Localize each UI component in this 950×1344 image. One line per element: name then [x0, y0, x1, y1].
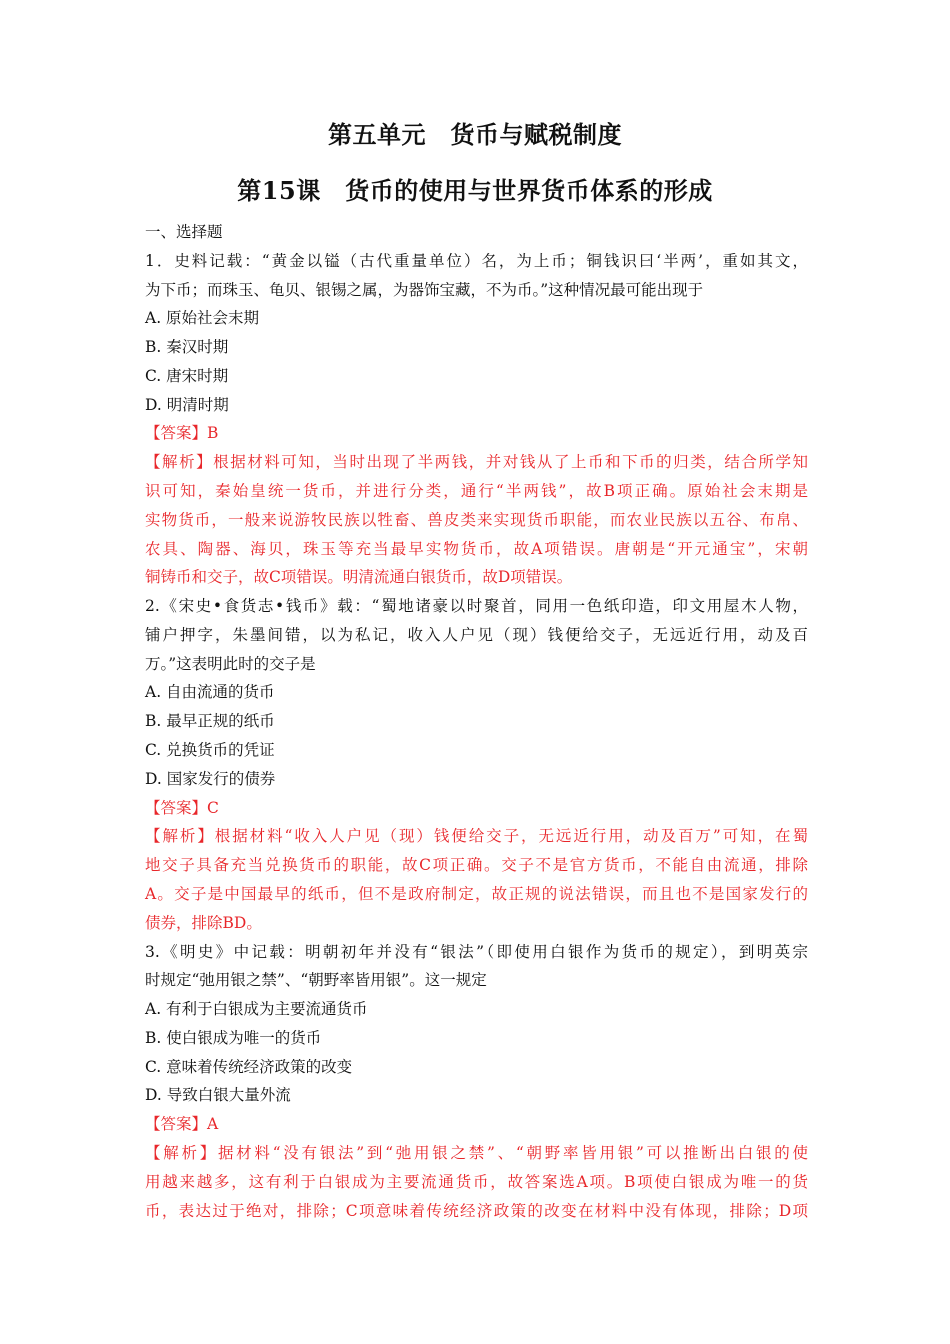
analysis-line: A。交子是中国最早的纸币，但不是政府制定，故正规的说法错误，而且也不是国家发行的	[145, 884, 808, 903]
analysis-line: 【解析】根据材料“收入人户见（现）钱便给交子，无远近行用，动及百万”可知，在蜀	[145, 827, 808, 846]
analysis-line: 实物货币，一般来说游牧民族以牲畜、兽皮类来实现货币职能，而农业民族以五谷、布帛、	[145, 510, 808, 529]
analysis-line: 地交子具备充当兑换货币的职能，故C项正确。交子不是官方货币，不能自由流通，排除	[145, 856, 808, 875]
answer-line: 【答案】A	[145, 1115, 219, 1134]
question-line: 万。”这表明此时的交子是	[145, 654, 316, 673]
question-line: 1．史料记载：“黄金以镒（古代重量单位）名，为上币；铜钱识曰‘半两’，重如其文，	[145, 251, 808, 270]
answer-line: 【答案】C	[145, 798, 219, 817]
option-line: A. 原始社会末期	[145, 309, 260, 328]
analysis-line: 铜铸币和交子，故C项错误。明清流通白银货币，故D项错误。	[145, 568, 573, 587]
analysis-line: 用越来越多，这有利于白银成为主要流通货币，故答案选A项。B项使白银成为唯一的货	[145, 1172, 808, 1191]
option-line: C. 兑换货币的凭证	[145, 741, 275, 760]
analysis-line: 币，表达过于绝对，排除；C项意味着传统经济政策的改变在材料中没有体现，排除；D项	[145, 1201, 808, 1220]
analysis-line: 农具、陶器、海贝，珠玉等充当最早实物货币，故A项错误。唐朝是“开元通宝”，宋朝	[145, 539, 808, 558]
section-line: 一、选择题	[145, 223, 223, 241]
question-line: 为下币；而珠玉、龟贝、银锡之属，为器饰宝藏，不为币。”这种情况最可能出现于	[145, 280, 704, 299]
question-line: 铺户押字，朱墨间错，以为私记，收入人户见（现）钱便给交子，无远近行用，动及百	[145, 625, 808, 644]
option-line: D. 导致白银大量外流	[145, 1086, 291, 1105]
option-line: B. 最早正规的纸币	[145, 712, 275, 731]
option-line: D. 明清时期	[145, 395, 229, 414]
analysis-line: 识可知，秦始皇统一货币，并进行分类，通行“半两钱”，故B项正确。原始社会末期是	[145, 482, 808, 501]
option-line: D. 国家发行的债券	[145, 769, 276, 788]
question-line: 2.《宋史•食货志•钱币》载：“蜀地诸豪以时聚首，同用一色纸印造，印文用屋木人物，	[145, 597, 808, 616]
option-line: A. 自由流通的货币	[145, 683, 275, 702]
unit-title: 第五单元 货币与赋税制度	[328, 120, 622, 149]
option-line: A. 有利于白银成为主要流通货币	[145, 1000, 368, 1019]
option-line: C. 意味着传统经济政策的改变	[145, 1057, 353, 1076]
option-line: B. 秦汉时期	[145, 338, 229, 357]
option-line: B. 使白银成为唯一的货币	[145, 1028, 322, 1047]
analysis-line: 【解析】据材料“没有银法”到“弛用银之禁”、“朝野率皆用银”可以推断出白银的使	[145, 1143, 808, 1162]
analysis-line: 债券，排除BD。	[145, 913, 262, 932]
lesson-title: 第15课 货币的使用与世界货币体系的形成	[237, 176, 713, 205]
question-line: 时规定“弛用银之禁”、“朝野率皆用银”。这一规定	[145, 971, 487, 990]
question-line: 3.《明史》中记载：明朝初年并没有“银法”（即使用白银作为货币的规定），到明英宗	[145, 942, 808, 961]
option-line: C. 唐宋时期	[145, 366, 229, 385]
analysis-line: 【解析】根据材料可知，当时出现了半两钱，并对钱从了上币和下币的归类，结合所学知	[145, 453, 808, 472]
answer-line: 【答案】B	[145, 424, 219, 443]
